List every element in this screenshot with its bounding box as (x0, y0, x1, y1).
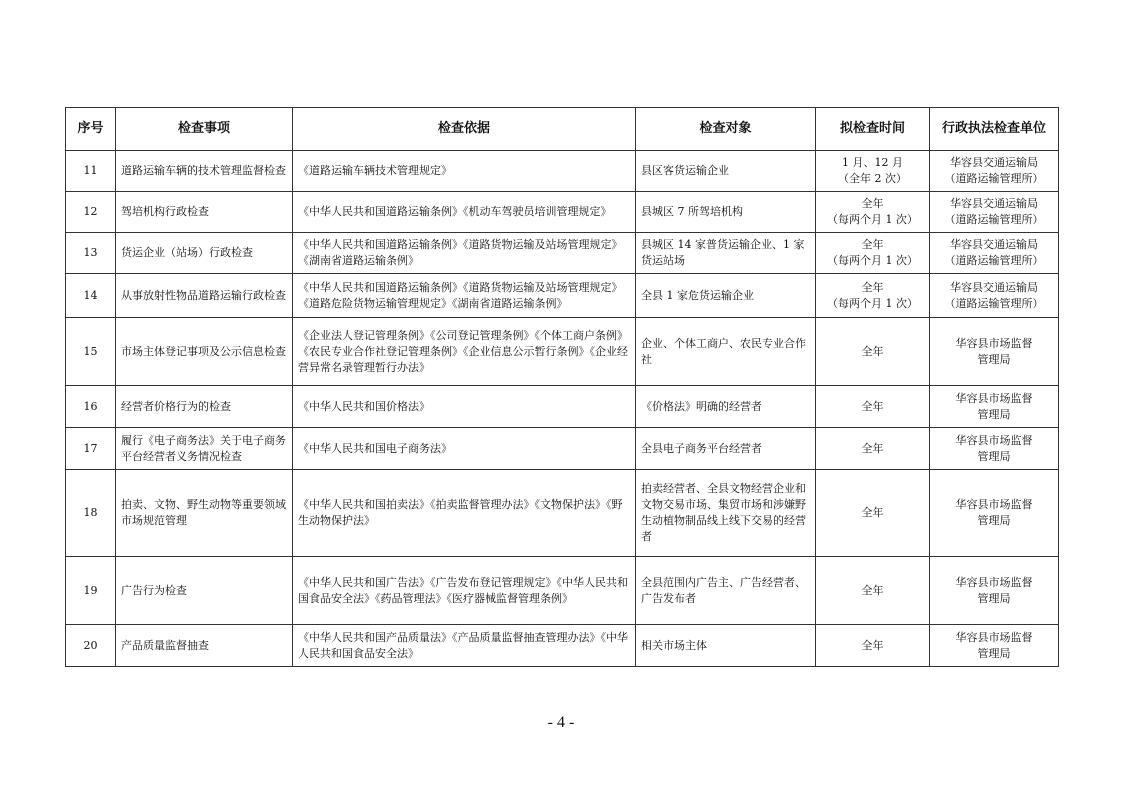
cell-inspection-item: 驾培机构行政检查 (116, 192, 293, 233)
cell-enforcement-unit (930, 470, 1059, 557)
cell-inspection-basis: 《中华人民共和国电子商务法》 (293, 428, 636, 470)
planned-time-line: 全年 (861, 441, 884, 455)
cell-serial-number: 15 (66, 318, 116, 386)
table-row (66, 318, 1059, 386)
cell-enforcement-unit (930, 428, 1059, 470)
cell-planned-time (816, 557, 930, 625)
cell-enforcement-unit (930, 386, 1059, 428)
planned-time-line: 全年 (861, 197, 884, 210)
planned-time-line: 全年 (861, 506, 884, 519)
planned-time-line: 全年 (861, 583, 884, 597)
table-row (66, 233, 1059, 274)
enforcement-unit-line: 管理局 (977, 449, 1011, 463)
planned-time-line: 全年 (861, 280, 884, 294)
cell-serial-number: 14 (66, 274, 116, 318)
cell-inspection-basis: 《中华人民共和国价格法》 (293, 386, 636, 428)
enforcement-unit-line: 管理局 (977, 514, 1011, 527)
table-row (66, 557, 1059, 625)
enforcement-unit-line: 华容县交通运输局 (950, 238, 1038, 251)
cell-inspection-target: 县城区 14 家普货运输企业、1 家货运站场 (636, 233, 816, 274)
cell-inspection-target: 全县范围内广告主、广告经营者、广告发布者 (636, 557, 816, 625)
enforcement-unit-line: 华容县交通运输局 (950, 156, 1038, 169)
cell-inspection-target: 县区客货运输企业 (636, 151, 816, 192)
enforcement-unit-line: 华容县市场监督 (955, 336, 1033, 350)
enforcement-unit-line: 华容县市场监督 (955, 498, 1033, 511)
cell-enforcement-unit (930, 151, 1059, 192)
enforcement-unit-line: 华容县市场监督 (955, 575, 1033, 589)
table-row (66, 625, 1059, 667)
enforcement-unit-line: 管理局 (977, 591, 1011, 605)
cell-inspection-item: 经营者价格行为的检查 (116, 386, 293, 428)
cell-enforcement-unit (930, 192, 1059, 233)
table-row (66, 386, 1059, 428)
table-row (66, 192, 1059, 233)
header-inspection-basis: 检查依据 (293, 108, 636, 151)
cell-inspection-target: 全县 1 家危货运输企业 (636, 274, 816, 318)
enforcement-unit-line: 华容县市场监督 (955, 433, 1033, 447)
cell-serial-number: 18 (66, 470, 116, 557)
cell-serial-number: 20 (66, 625, 116, 667)
cell-inspection-basis: 《中华人民共和国道路运输条例》《道路货物运输及站场管理规定》《道路危险货物运输管理规定》《湖南省道路运输条例》 (293, 274, 636, 318)
cell-planned-time (816, 233, 930, 274)
table-header-row (66, 108, 1059, 151)
cell-enforcement-unit (930, 625, 1059, 667)
cell-inspection-target: 县城区 7 所驾培机构 (636, 192, 816, 233)
cell-enforcement-unit (930, 557, 1059, 625)
cell-inspection-item: 广告行为检查 (116, 557, 293, 625)
table-body (66, 151, 1059, 667)
planned-time-line: （每两个月 1 次） (827, 296, 918, 310)
enforcement-unit-line: 华容县交通运输局 (950, 280, 1038, 294)
planned-time-line: 全年 (861, 238, 884, 251)
enforcement-unit-line: （道路运输管理所） (944, 296, 1044, 310)
cell-serial-number: 17 (66, 428, 116, 470)
enforcement-unit-line: （道路运输管理所） (944, 213, 1044, 226)
cell-planned-time (816, 151, 930, 192)
enforcement-unit-line: 华容县市场监督 (955, 630, 1033, 644)
enforcement-unit-line: （道路运输管理所） (944, 254, 1044, 267)
cell-inspection-target: 相关市场主体 (636, 625, 816, 667)
cell-inspection-item: 从事放射性物品道路运输行政检查 (116, 274, 293, 318)
cell-serial-number: 12 (66, 192, 116, 233)
cell-planned-time (816, 428, 930, 470)
enforcement-unit-line: 华容县交通运输局 (950, 197, 1038, 210)
cell-serial-number: 19 (66, 557, 116, 625)
table-row (66, 428, 1059, 470)
cell-planned-time (816, 274, 930, 318)
cell-planned-time (816, 318, 930, 386)
cell-inspection-basis: 《中华人民共和国产品质量法》《产品质量监督抽查管理办法》《中华人民共和国食品安全法》 (293, 625, 636, 667)
planned-time-line: 全年 (861, 344, 884, 358)
enforcement-unit-line: （道路运输管理所） (944, 172, 1044, 185)
cell-inspection-item: 产品质量监督抽查 (116, 625, 293, 667)
cell-inspection-item: 履行《电子商务法》关于电子商务平台经营者义务情况检查 (116, 428, 293, 470)
cell-enforcement-unit (930, 318, 1059, 386)
cell-inspection-item: 拍卖、文物、野生动物等重要领域市场规范管理 (116, 470, 293, 557)
cell-planned-time (816, 192, 930, 233)
cell-inspection-basis: 《中华人民共和国道路运输条例》《道路货物运输及站场管理规定》《湖南省道路运输条例》 (293, 233, 636, 274)
planned-time-line: 全年 (861, 399, 884, 413)
header-inspection-target: 检查对象 (636, 108, 816, 151)
enforcement-unit-line: 华容县市场监督 (955, 391, 1033, 405)
enforcement-unit-line: 管理局 (977, 352, 1011, 366)
cell-inspection-basis: 《企业法人登记管理条例》《公司登记管理条例》《个体工商户条例》《农民专业合作社登记管理条例》《企业信息公示暂行条例》《企业经营异常名录管理暂行办法》 (293, 318, 636, 386)
header-enforcement-unit: 行政执法检查单位 (930, 108, 1059, 151)
cell-inspection-basis: 《道路运输车辆技术管理规定》 (293, 151, 636, 192)
cell-inspection-basis: 《中华人民共和国广告法》《广告发布登记管理规定》《中华人民共和国食品安全法》《药品管理法》《医疗器械监督管理条例》 (293, 557, 636, 625)
planned-time-line: （每两个月 1 次） (827, 213, 918, 226)
table-row (66, 470, 1059, 557)
cell-inspection-item: 市场主体登记事项及公示信息检查 (116, 318, 293, 386)
cell-inspection-target: 全县电子商务平台经营者 (636, 428, 816, 470)
cell-inspection-item: 货运企业（站场）行政检查 (116, 233, 293, 274)
cell-inspection-target: 企业、个体工商户、农民专业合作社 (636, 318, 816, 386)
table-row (66, 274, 1059, 318)
header-serial-number: 序号 (66, 108, 116, 151)
cell-serial-number: 13 (66, 233, 116, 274)
planned-time-line: 1 月、12 月 (842, 156, 903, 169)
cell-planned-time (816, 470, 930, 557)
table-row (66, 151, 1059, 192)
cell-inspection-item: 道路运输车辆的技术管理监督检查 (116, 151, 293, 192)
cell-planned-time (816, 386, 930, 428)
cell-inspection-target: 拍卖经营者、全县文物经营企业和文物交易市场、集贸市场和涉嫌野生动植物制品线上线下交易的经营者 (636, 470, 816, 557)
page-number: - 4 - (547, 714, 575, 731)
header-planned-time: 拟检查时间 (816, 108, 930, 151)
cell-inspection-basis: 《中华人民共和国拍卖法》《拍卖监督管理办法》《文物保护法》《野生动物保护法》 (293, 470, 636, 557)
planned-time-line: （每两个月 1 次） (827, 254, 918, 267)
header-inspection-item: 检查事项 (116, 108, 293, 151)
cell-inspection-basis: 《中华人民共和国道路运输条例》《机动车驾驶员培训管理规定》 (293, 192, 636, 233)
enforcement-unit-line: 管理局 (977, 407, 1011, 421)
cell-inspection-target: 《价格法》明确的经营者 (636, 386, 816, 428)
cell-serial-number: 16 (66, 386, 116, 428)
enforcement-unit-line: 管理局 (977, 646, 1011, 660)
inspection-table (65, 107, 1059, 667)
cell-serial-number: 11 (66, 151, 116, 192)
planned-time-line: （全年 2 次） (838, 172, 907, 185)
planned-time-line: 全年 (861, 638, 884, 652)
cell-planned-time (816, 625, 930, 667)
cell-enforcement-unit (930, 233, 1059, 274)
cell-enforcement-unit (930, 274, 1059, 318)
